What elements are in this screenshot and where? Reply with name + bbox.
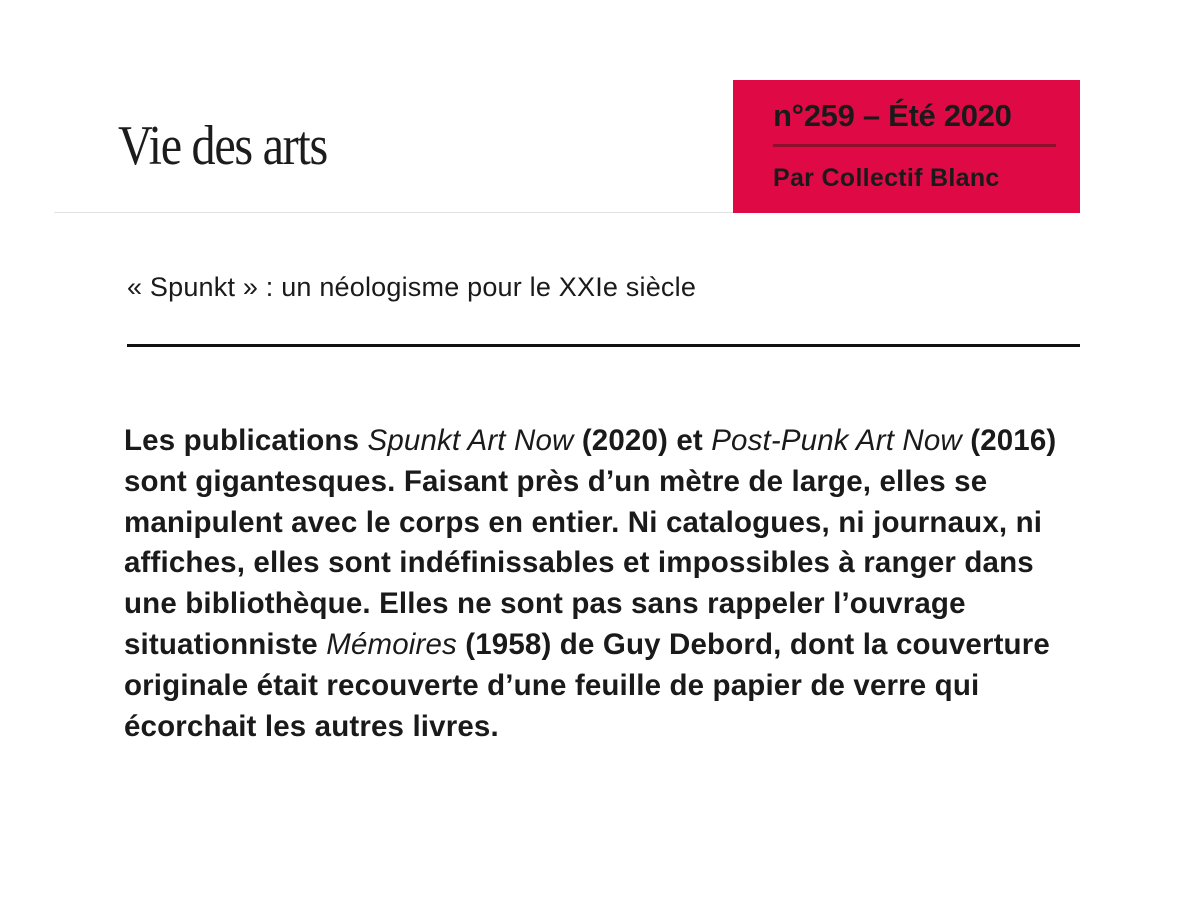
body-text-segment: (2016) sont gigantesques. Faisant près d’un mètre de large, elles se manipulent avec le corps en entier. Ni catalogues, ni journaux, ni affiches, elles sont indéfinissables et impossibles à ranger dans une bibliothèque. Elles ne sont pas sans rappeler l’ouvrage situationniste xyxy=(124,424,1057,661)
body-text-segment: (1958) de Guy Debord, dont la couverture originale était recouverte d’une feuille de papier de verre qui écorchait les autres livres. xyxy=(124,627,1050,743)
issue-author: Par Collectif Blanc xyxy=(773,164,1000,192)
article-title: « Spunkt » : un néologisme pour le XXIe siècle xyxy=(127,272,697,302)
title-divider xyxy=(127,344,1080,347)
body-text-segment: Les publications xyxy=(124,424,368,457)
publication-title-spunkt: Spunkt Art Now xyxy=(367,424,574,457)
issue-divider xyxy=(773,144,1056,147)
header-divider xyxy=(54,212,734,213)
body-text-segment: (2020) et xyxy=(573,424,712,457)
issue-badge xyxy=(733,80,1080,213)
article-body xyxy=(124,421,1064,747)
publication-title-postpunk: Post-Punk Art Now xyxy=(711,424,962,457)
publication-title-memoires: Mémoires xyxy=(326,627,457,661)
masthead-logo: Vie des arts xyxy=(118,115,327,177)
issue-number: n°259 – Été 2020 xyxy=(773,98,1012,133)
